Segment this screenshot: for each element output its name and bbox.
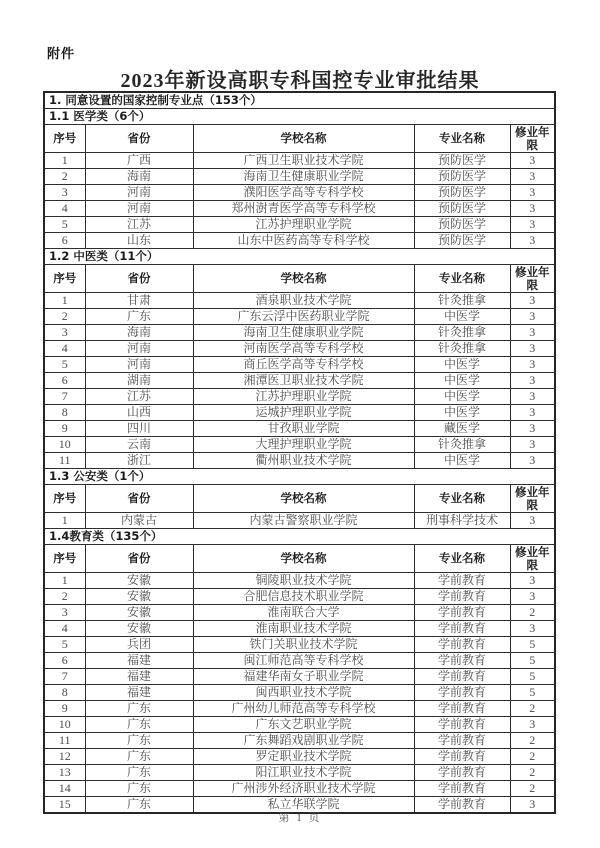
table-cell: 8 [44, 685, 85, 701]
table-cell: 罗定职业技术学院 [193, 749, 414, 765]
table-cell: 5 [44, 217, 85, 233]
table-cell: 河南 [85, 341, 193, 357]
table-cell: 1 [44, 153, 85, 169]
table-cell: 针灸推拿 [414, 325, 510, 341]
table-row [44, 529, 555, 545]
table-cell: 浙江 [85, 453, 193, 469]
table-cell: 山东 [85, 233, 193, 249]
table-cell: 中医学 [414, 453, 510, 469]
table-cell: 广东 [85, 733, 193, 749]
column-header: 省份 [85, 485, 193, 513]
table-row [44, 185, 555, 201]
table-cell: 阳江职业技术学院 [193, 765, 414, 781]
table-row [44, 169, 555, 185]
table-cell: 3 [510, 405, 555, 421]
table-row [44, 125, 555, 153]
table-cell: 云南 [85, 437, 193, 453]
column-header: 序号 [44, 545, 85, 573]
table-cell: 山西 [85, 405, 193, 421]
table-cell: 学前教育 [414, 589, 510, 605]
table-cell: 濮阳医学高等专科学校 [193, 185, 414, 201]
table-cell: 5 [44, 357, 85, 373]
table-cell: 广州涉外经济职业技术学院 [193, 781, 414, 797]
table-cell: 3 [510, 389, 555, 405]
table-cell: 学前教育 [414, 653, 510, 669]
table-cell: 中医学 [414, 373, 510, 389]
table-cell: 2 [510, 781, 555, 797]
table-cell: 郑州澍青医学高等专科学校 [193, 201, 414, 217]
table-row [44, 685, 555, 701]
table-cell: 3 [510, 421, 555, 437]
table-cell: 运城护理职业学院 [193, 405, 414, 421]
table-cell: 闽西职业技术学院 [193, 685, 414, 701]
table-row [44, 605, 555, 621]
table-cell: 3 [510, 233, 555, 249]
column-header: 学校名称 [193, 125, 414, 153]
table-row [44, 733, 555, 749]
table-cell: 内蒙古 [85, 513, 193, 529]
table-row [44, 357, 555, 373]
table-cell: 内蒙古警察职业学院 [193, 513, 414, 529]
table-cell: 河南医学高等专科学校 [193, 341, 414, 357]
table-cell: 广东 [85, 717, 193, 733]
table-cell: 9 [44, 421, 85, 437]
table-row [44, 249, 555, 265]
table-cell: 安徽 [85, 605, 193, 621]
table-row [44, 325, 555, 341]
column-header: 序号 [44, 265, 85, 293]
table-cell: 3 [510, 513, 555, 529]
table-cell: 2 [510, 701, 555, 717]
table-cell: 广东 [85, 701, 193, 717]
table-cell: 3 [510, 589, 555, 605]
table-cell: 15 [44, 797, 85, 814]
table-cell: 学前教育 [414, 669, 510, 685]
table-cell: 5 [44, 637, 85, 653]
table-row [44, 589, 555, 605]
table-cell: 藏医学 [414, 421, 510, 437]
column-header: 专业名称 [414, 485, 510, 513]
approval-table-container [43, 91, 554, 814]
table-cell: 预防医学 [414, 233, 510, 249]
table-cell: 安徽 [85, 573, 193, 589]
table-cell: 3 [510, 437, 555, 453]
attachment-label: 附件 [47, 47, 76, 62]
table-cell: 学前教育 [414, 637, 510, 653]
table-row [44, 201, 555, 217]
table-cell: 学前教育 [414, 573, 510, 589]
table-cell: 广东 [85, 765, 193, 781]
column-header: 修业年限 [510, 265, 555, 293]
table-cell: 学前教育 [414, 733, 510, 749]
section-heading: 1.4教育类（135个） [44, 529, 555, 545]
table-cell: 铜陵职业技术学院 [193, 573, 414, 589]
table-cell: 11 [44, 733, 85, 749]
column-header: 修业年限 [510, 125, 555, 153]
table-cell: 3 [510, 293, 555, 309]
table-cell: 安徽 [85, 589, 193, 605]
table-cell: 5 [510, 637, 555, 653]
table-cell: 广州幼儿师范高等专科学校 [193, 701, 414, 717]
table-row [44, 109, 555, 125]
table-cell: 预防医学 [414, 217, 510, 233]
table-cell: 2 [44, 589, 85, 605]
table-cell: 3 [510, 573, 555, 589]
table-cell: 广西卫生职业技术学院 [193, 153, 414, 169]
table-cell: 2 [44, 309, 85, 325]
table-cell: 学前教育 [414, 605, 510, 621]
table-row [44, 437, 555, 453]
table-cell: 预防医学 [414, 169, 510, 185]
table-cell: 广东舞蹈戏剧职业学院 [193, 733, 414, 749]
table-row [44, 717, 555, 733]
table-cell: 河南 [85, 185, 193, 201]
table-cell: 海南卫生健康职业学院 [193, 169, 414, 185]
section-heading: 1.2 中医类（11个） [44, 249, 555, 265]
table-cell: 湘潭医卫职业技术学院 [193, 373, 414, 389]
table-cell: 针灸推拿 [414, 293, 510, 309]
column-header: 专业名称 [414, 265, 510, 293]
table-cell: 江苏 [85, 389, 193, 405]
table-cell: 淮南联合大学 [193, 605, 414, 621]
table-cell: 14 [44, 781, 85, 797]
table-cell: 8 [44, 405, 85, 421]
column-header: 学校名称 [193, 485, 414, 513]
table-cell: 12 [44, 749, 85, 765]
table-cell: 中医学 [414, 309, 510, 325]
table-row [44, 405, 555, 421]
table-cell: 13 [44, 765, 85, 781]
table-cell: 闽江师范高等专科学校 [193, 653, 414, 669]
table-cell: 3 [510, 357, 555, 373]
column-header: 学校名称 [193, 545, 414, 573]
summary-heading: 1. 同意设置的国家控制专业点（153个） [44, 92, 555, 109]
table-cell: 安徽 [85, 621, 193, 637]
table-row [44, 749, 555, 765]
table-cell: 3 [510, 373, 555, 389]
table-cell: 学前教育 [414, 765, 510, 781]
table-cell: 河南 [85, 201, 193, 217]
table-cell: 6 [44, 233, 85, 249]
table-cell: 预防医学 [414, 185, 510, 201]
table-cell: 商丘医学高等专科学校 [193, 357, 414, 373]
column-header: 专业名称 [414, 545, 510, 573]
table-cell: 3 [510, 621, 555, 637]
table-cell: 中医学 [414, 405, 510, 421]
table-row [44, 469, 555, 485]
table-cell: 4 [44, 201, 85, 217]
table-row [44, 217, 555, 233]
column-header: 省份 [85, 125, 193, 153]
table-cell: 3 [510, 453, 555, 469]
table-cell: 学前教育 [414, 701, 510, 717]
column-header: 序号 [44, 485, 85, 513]
table-cell: 广东 [85, 797, 193, 814]
column-header: 修业年限 [510, 545, 555, 573]
table-cell: 11 [44, 453, 85, 469]
table-cell: 福建华南女子职业学院 [193, 669, 414, 685]
table-row [44, 389, 555, 405]
table-cell: 广东 [85, 309, 193, 325]
table-cell: 2 [510, 765, 555, 781]
table-cell: 大理护理职业学院 [193, 437, 414, 453]
table-cell: 学前教育 [414, 717, 510, 733]
section-heading: 1.3 公安类（1个） [44, 469, 555, 485]
table-cell: 海南卫生健康职业学院 [193, 325, 414, 341]
table-cell: 中医学 [414, 389, 510, 405]
table-cell: 广西 [85, 153, 193, 169]
table-cell: 江苏 [85, 217, 193, 233]
table-cell: 3 [510, 217, 555, 233]
table-cell: 5 [510, 653, 555, 669]
table-cell: 广东 [85, 781, 193, 797]
column-header: 省份 [85, 265, 193, 293]
table-row [44, 513, 555, 529]
table-cell: 7 [44, 669, 85, 685]
table-row [44, 765, 555, 781]
column-header: 专业名称 [414, 125, 510, 153]
table-cell: 针灸推拿 [414, 437, 510, 453]
table-cell: 江苏护理职业学院 [193, 389, 414, 405]
table-cell: 四川 [85, 421, 193, 437]
table-cell: 福建 [85, 685, 193, 701]
table-row [44, 653, 555, 669]
table-row [44, 573, 555, 589]
table-row [44, 293, 555, 309]
table-cell: 学前教育 [414, 621, 510, 637]
table-cell: 3 [510, 717, 555, 733]
table-cell: 酒泉职业技术学院 [193, 293, 414, 309]
table-row [44, 233, 555, 249]
table-cell: 9 [44, 701, 85, 717]
column-header: 序号 [44, 125, 85, 153]
table-cell: 甘肃 [85, 293, 193, 309]
table-cell: 铁门关职业技术学院 [193, 637, 414, 653]
table-cell: 福建 [85, 669, 193, 685]
table-cell: 广东文艺职业学院 [193, 717, 414, 733]
table-cell: 预防医学 [414, 201, 510, 217]
table-cell: 海南 [85, 169, 193, 185]
table-cell: 3 [510, 325, 555, 341]
table-cell: 江苏护理职业学院 [193, 217, 414, 233]
table-cell: 3 [510, 169, 555, 185]
table-row [44, 545, 555, 573]
table-row [44, 781, 555, 797]
table-cell: 2 [510, 749, 555, 765]
table-cell: 3 [44, 185, 85, 201]
table-cell: 私立华联学院 [193, 797, 414, 814]
table-cell: 1 [44, 293, 85, 309]
table-cell: 3 [510, 341, 555, 357]
table-cell: 4 [44, 621, 85, 637]
table-row [44, 309, 555, 325]
table-row [44, 421, 555, 437]
table-cell: 10 [44, 437, 85, 453]
table-cell: 3 [510, 797, 555, 814]
table-cell: 甘孜职业学院 [193, 421, 414, 437]
table-cell: 合肥信息技术职业学院 [193, 589, 414, 605]
table-row [44, 485, 555, 513]
page-title: 2023年新设高职专科国控专业审批结果 [120, 70, 480, 92]
table-cell: 预防医学 [414, 153, 510, 169]
table-cell: 学前教育 [414, 685, 510, 701]
column-header: 学校名称 [193, 265, 414, 293]
table-cell: 学前教育 [414, 797, 510, 814]
table-cell: 海南 [85, 325, 193, 341]
column-header: 修业年限 [510, 485, 555, 513]
table-cell: 学前教育 [414, 781, 510, 797]
table-cell: 山东中医药高等专科学校 [193, 233, 414, 249]
table-cell: 5 [510, 669, 555, 685]
table-cell: 3 [510, 185, 555, 201]
approval-table [43, 91, 556, 814]
table-cell: 河南 [85, 357, 193, 373]
section-heading: 1.1 医学类（6个） [44, 109, 555, 125]
table-cell: 广东 [85, 749, 193, 765]
table-cell: 2 [510, 733, 555, 749]
table-cell: 4 [44, 341, 85, 357]
table-cell: 7 [44, 389, 85, 405]
table-cell: 3 [44, 325, 85, 341]
table-row [44, 453, 555, 469]
table-cell: 湖南 [85, 373, 193, 389]
table-cell: 3 [44, 605, 85, 621]
table-cell: 广东云浮中医药职业学院 [193, 309, 414, 325]
table-cell: 针灸推拿 [414, 341, 510, 357]
column-header: 省份 [85, 545, 193, 573]
table-cell: 2 [44, 169, 85, 185]
table-row [44, 621, 555, 637]
table-cell: 学前教育 [414, 749, 510, 765]
table-row [44, 92, 555, 109]
table-row [44, 373, 555, 389]
table-cell: 3 [510, 153, 555, 169]
table-cell: 10 [44, 717, 85, 733]
table-cell: 1 [44, 573, 85, 589]
table-cell: 1 [44, 513, 85, 529]
table-row [44, 341, 555, 357]
table-row [44, 669, 555, 685]
table-cell: 3 [510, 309, 555, 325]
table-cell: 3 [510, 201, 555, 217]
table-cell: 5 [510, 685, 555, 701]
table-row [44, 153, 555, 169]
table-cell: 6 [44, 653, 85, 669]
table-cell: 刑事科学技术 [414, 513, 510, 529]
table-cell: 2 [510, 605, 555, 621]
table-cell: 6 [44, 373, 85, 389]
page-footer: 第 1 页 [278, 812, 322, 824]
table-row [44, 265, 555, 293]
table-row [44, 701, 555, 717]
approval-table-body [44, 92, 555, 813]
table-cell: 中医学 [414, 357, 510, 373]
table-cell: 淮南职业技术学院 [193, 621, 414, 637]
table-cell: 衢州职业技术学院 [193, 453, 414, 469]
table-row [44, 637, 555, 653]
table-cell: 兵团 [85, 637, 193, 653]
table-cell: 福建 [85, 653, 193, 669]
